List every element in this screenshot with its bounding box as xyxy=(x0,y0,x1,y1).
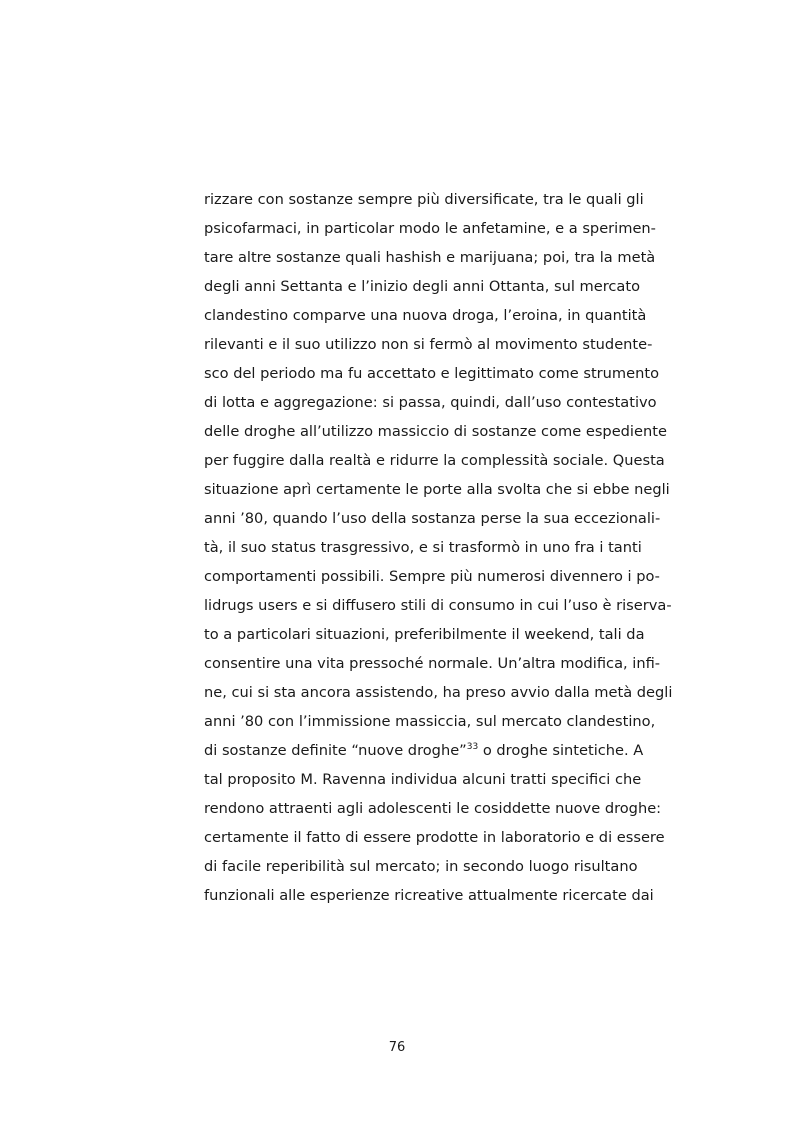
text-line: situazione aprì certamente le porte alla svolta che si ebbe negli xyxy=(204,481,670,498)
footnote-marker[interactable]: 33 xyxy=(466,742,479,753)
text-line: to a particolari situazioni, preferibilmente il weekend, tali da xyxy=(204,626,645,643)
text-line: consentire una vita pressoché normale. Un’altra modifica, infi- xyxy=(204,655,661,672)
text-line: sco del periodo ma fu accettato e legittimato come strumento xyxy=(204,365,660,382)
text-line: di facile reperibilità sul mercato; in secondo luogo risultano xyxy=(204,858,638,875)
text-line: clandestino comparve una nuova droga, l’eroina, in quantità xyxy=(204,307,647,324)
text-line: tà, il suo status trasgressivo, e si trasformò in uno fra i tanti xyxy=(204,539,642,556)
footnote-line-after: o droghe sintetiche. A xyxy=(478,742,644,759)
text-line: anni ’80 con l’immissione massiccia, sul mercato clandestino, xyxy=(204,713,656,730)
page-number: 76 xyxy=(388,1040,406,1055)
text-line: psicofarmaci, in particolar modo le anfetamine, e a sperimen- xyxy=(204,220,656,237)
text-line: di lotta e aggregazione: si passa, quindi, dall’uso contestativo xyxy=(204,394,657,411)
text-line: per fuggire dalla realtà e ridurre la complessità sociale. Questa xyxy=(204,452,665,469)
footnote-line-before: di sostanze definite “nuove droghe” xyxy=(204,742,467,759)
text-line: delle droghe all’utilizzo massiccio di sostanze come espediente xyxy=(204,423,667,440)
text-line: funzionali alle esperienze ricreative attualmente ricercate dai xyxy=(204,887,654,904)
text-line: rendono attraenti agli adolescenti le cosiddette nuove droghe: xyxy=(204,800,662,817)
text-line: lidrugs users e si diffusero stili di consumo in cui l’uso è riserva- xyxy=(204,597,672,614)
text-line: degli anni Settanta e l’inizio degli anni Ottanta, sul mercato xyxy=(204,278,641,295)
footnote-text-line xyxy=(204,736,644,765)
text-line: rizzare con sostanze sempre più diversificate, tra le quali gli xyxy=(204,191,644,208)
text-line: tal proposito M. Ravenna individua alcuni tratti specifici che xyxy=(204,771,642,788)
text-line: rilevanti e il suo utilizzo non si fermò al movimento studente- xyxy=(204,336,653,353)
text-line: comportamenti possibili. Sempre più numerosi divennero i po- xyxy=(204,568,660,585)
body-text xyxy=(204,185,673,910)
text-line: tare altre sostanze quali hashish e marijuana; poi, tra la metà xyxy=(204,249,656,266)
text-line: anni ’80, quando l’uso della sostanza perse la sua eccezionali- xyxy=(204,510,661,527)
text-line: certamente il fatto di essere prodotte in laboratorio e di essere xyxy=(204,829,665,846)
text-line: ne, cui si sta ancora assistendo, ha preso avvio dalla metà degli xyxy=(204,684,673,701)
